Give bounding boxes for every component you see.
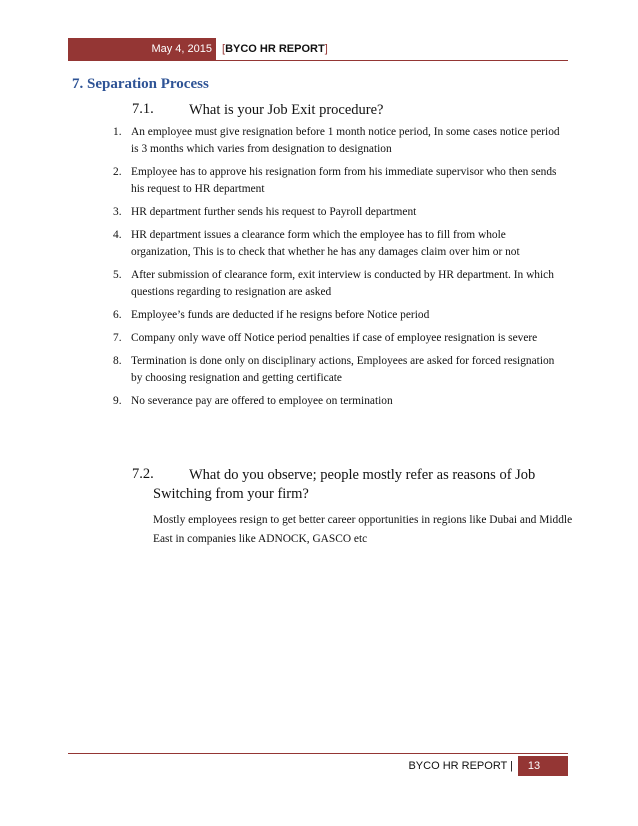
header-date: May 4, 2015	[151, 43, 212, 55]
list-item	[100, 330, 560, 347]
header-close-bracket: ]	[324, 43, 328, 55]
list-item-number: 3.	[113, 206, 122, 218]
question-text-line2: Switching from your firm?	[153, 486, 309, 502]
list-item	[100, 227, 560, 261]
footer-rule	[68, 753, 568, 754]
header-title	[222, 38, 328, 60]
list-item-number: 4.	[113, 229, 122, 241]
list-item-number: 2.	[113, 166, 122, 178]
header-rule	[68, 60, 568, 61]
list-item	[100, 307, 560, 324]
list-item-text: Company only wave off Notice period penalties if case of employee resignation is severe	[131, 332, 538, 344]
page-number: 13	[527, 760, 541, 772]
list-item	[100, 353, 560, 387]
list-item-number: 5.	[113, 269, 122, 281]
list-item-text: An employee must give resignation before 1 month notice period, In some cases notice period is 3 months which varies from designation to designation	[131, 126, 560, 155]
list-item	[100, 267, 560, 301]
list-item-number: 1.	[113, 126, 122, 138]
question-text-line1: What do you observe; people mostly refer as reasons of Job	[189, 467, 536, 483]
question-number: 7.2.	[132, 466, 154, 482]
list-item	[100, 204, 560, 221]
list-item-number: 8.	[113, 355, 122, 367]
list-item-text: HR department issues a clearance form which the employee has to fill from whole organization, This is to check that whether he has any damages claim over him or not	[131, 229, 520, 258]
question-number: 7.1.	[132, 101, 154, 117]
list-item-number: 6.	[113, 309, 122, 321]
list-item	[100, 164, 560, 198]
header-title-text: BYCO HR REPORT	[225, 43, 325, 55]
footer-label: BYCO HR REPORT |	[408, 760, 513, 772]
list-item-text: No severance pay are offered to employee on termination	[131, 395, 393, 407]
list-item-number: 7.	[113, 332, 122, 344]
answer-paragraph: Mostly employees resign to get better career opportunities in regions like Dubai and Middle East in companies like ADNOCK, GASCO etc	[153, 514, 573, 545]
list-item-text: Employee’s funds are deducted if he resigns before Notice period	[131, 309, 430, 321]
exit-procedure-list	[100, 124, 560, 416]
header-open-bracket: [	[222, 43, 226, 55]
list-item-text: After submission of clearance form, exit interview is conducted by HR department. In which questions regarding to resignation are asked	[131, 269, 554, 298]
list-item-text: HR department further sends his request to Payroll department	[131, 206, 417, 218]
list-item-number: 9.	[113, 395, 122, 407]
list-item-text: Employee has to approve his resignation form from his immediate supervisor who then sends his request to HR department	[131, 166, 557, 195]
list-item-text: Termination is done only on disciplinary actions, Employees are asked for forced resignation by choosing resignation and getting certificate	[131, 355, 555, 384]
section-title: 7. Separation Process	[72, 76, 209, 92]
list-item	[100, 393, 560, 410]
question-text: What is your Job Exit procedure?	[189, 102, 384, 118]
list-item	[100, 124, 560, 158]
